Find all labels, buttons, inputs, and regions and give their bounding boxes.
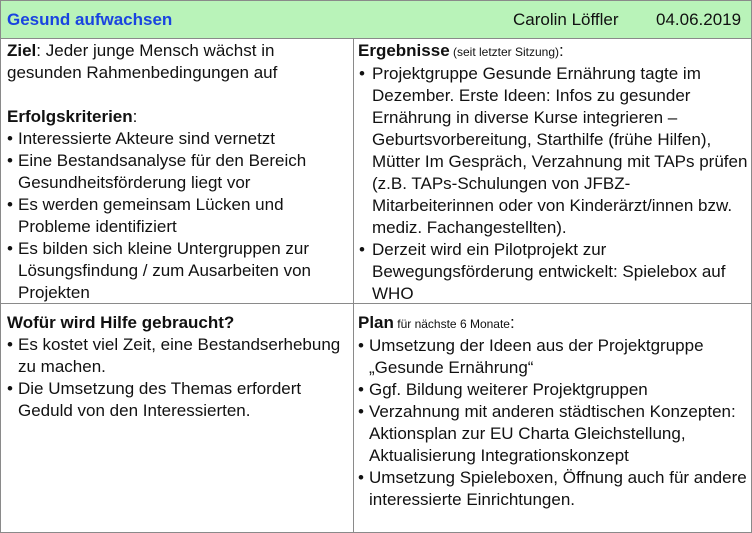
list-item: • Es bilden sich kleine Untergruppen zur Lösungsfindung / zum Ausarbeiten von Projekten: [7, 238, 347, 304]
plan-label: Plan: [358, 313, 394, 332]
list-item: • Umsetzung Spieleboxen, Öffnung auch für andere interessierte Einrichtungen.: [358, 467, 748, 511]
list-item: • Die Umsetzung des Themas erfordert Geduld von den Interessierten.: [7, 378, 347, 422]
column-divider: [353, 38, 354, 532]
plan-heading: [358, 312, 748, 335]
list-item: • Interessierte Akteure sind vernetzt: [7, 128, 347, 150]
results-note: (seit letzter Sitzung): [449, 45, 560, 59]
list-item: • Ggf. Bildung weiterer Projektgruppen: [358, 379, 748, 401]
plan-note: für nächste 6 Monate: [393, 317, 510, 331]
goal-paragraph: [7, 40, 347, 84]
header-bar: [1, 1, 751, 39]
criteria-heading: [7, 106, 347, 128]
results-suffix: :: [559, 41, 564, 60]
list-item: • Verzahnung mit anderen städtischen Konzepten: Aktionsplan zur EU Charta Gleichstellung, Aktualisierung Integrationskonzept: [358, 401, 748, 467]
results-list: [358, 63, 748, 305]
list-item: • Eine Bestandsanalyse für den Bereich Gesundheitsförderung liegt vor: [7, 150, 347, 194]
results-label: Ergebnisse: [358, 41, 450, 60]
topic-title: Gesund aufwachsen: [7, 10, 173, 29]
author-name: Carolin Löffler: [513, 10, 619, 29]
plan-suffix: :: [509, 313, 515, 332]
spacer: [7, 84, 347, 106]
list-item: • Derzeit wird ein Pilotprojekt zur Bewegungsförderung entwickelt: Spielebox auf WHO: [358, 239, 748, 305]
criteria-list: [7, 128, 347, 304]
list-item: • Es kostet viel Zeit, eine Bestandserhebung zu machen.: [7, 334, 347, 378]
criteria-label: Erfolgskriterien: [7, 107, 133, 126]
list-item: • Projektgruppe Gesunde Ernährung tagte im Dezember. Erste Ideen: Infos zu gesunder Ernährung in diverse Kurse integrieren – Geburtsvorbereitung, Starthilfe (frühe Hilfen), Mütter Im Gespräch, Verzahnung mit TAPs prüfen (z.B. TAPs-Schulungen von JFBZ-Mitarbeiterinnen oder von Kinderärzt/innen bzw. mediz. Fachangestellten).: [358, 63, 748, 239]
list-item: • Es werden gemeinsam Lücken und Probleme identifiziert: [7, 194, 347, 238]
goal-cell: [7, 40, 347, 304]
help-cell: [7, 312, 347, 422]
plan-cell: [358, 312, 748, 511]
goal-text: : Jeder junge Mensch wächst in gesunden Rahmenbedingungen auf: [7, 41, 278, 82]
plan-list: [358, 335, 748, 511]
results-cell: [358, 40, 748, 305]
goal-label: Ziel: [7, 41, 37, 60]
help-heading: Wofür wird Hilfe gebraucht?: [7, 313, 235, 332]
list-item: • Umsetzung der Ideen aus der Projektgruppe „Gesunde Ernährung“: [358, 335, 748, 379]
report-date: 04.06.2019: [656, 10, 742, 29]
help-list: [7, 334, 347, 422]
results-heading: [358, 40, 748, 63]
criteria-suffix: :: [132, 107, 138, 126]
